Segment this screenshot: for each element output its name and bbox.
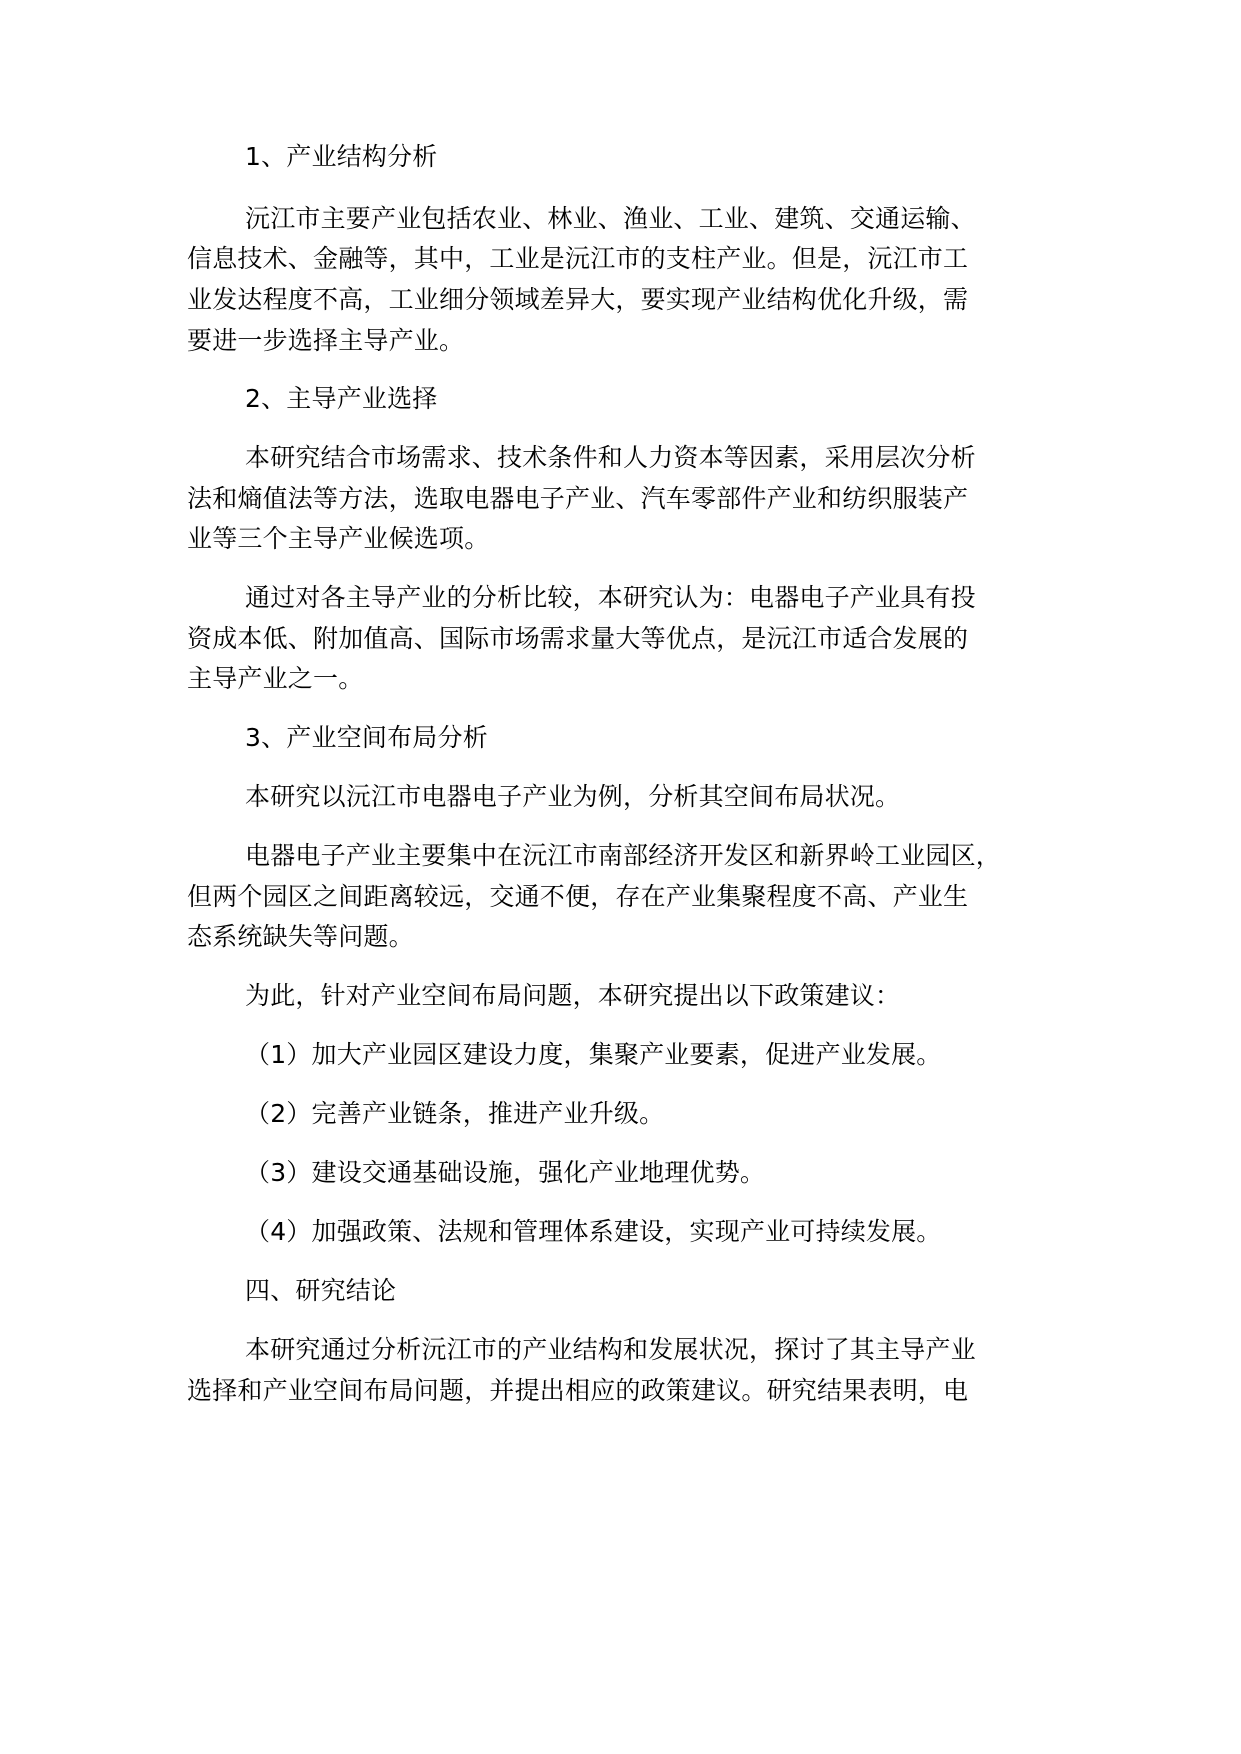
paragraph-line: 业发达程度不高，工业细分领域差异大，要实现产业结构优化升级，需 <box>187 285 969 314</box>
paragraph-line: 态系统缺失等问题。 <box>187 922 414 951</box>
section-heading-conclusion: 四、研究结论 <box>245 1276 397 1305</box>
paragraph-line: 但两个园区之间距离较远，交通不便，存在产业集聚程度不高、产业生 <box>187 882 969 911</box>
paragraph-line: 主导产业之一。 <box>187 664 364 693</box>
paragraph-line: 通过对各主导产业的分析比较，本研究认为：电器电子产业具有投 <box>245 583 976 612</box>
policy-item-4: （4）加强政策、法规和管理体系建设，实现产业可持续发展。 <box>245 1217 942 1246</box>
paragraph-line: 电器电子产业主要集中在沅江市南部经济开发区和新界岭工业园区， <box>245 841 1002 870</box>
paragraph-line: 本研究结合市场需求、技术条件和人力资本等因素，采用层次分析 <box>245 443 976 472</box>
section-heading-spatial-layout: 3、产业空间布局分析 <box>245 723 488 752</box>
paragraph-line: 要进一步选择主导产业。 <box>187 326 465 355</box>
section-heading-industry-structure: 1、产业结构分析 <box>245 142 438 171</box>
paragraph-line: 资成本低、附加值高、国际市场需求量大等优点，是沅江市适合发展的 <box>187 624 969 653</box>
paragraph-line: 本研究通过分析沅江市的产业结构和发展状况，探讨了其主导产业 <box>245 1335 976 1364</box>
paragraph-line: 本研究以沅江市电器电子产业为例，分析其空间布局状况。 <box>245 782 901 811</box>
policy-item-1: （1）加大产业园区建设力度，集聚产业要素，促进产业发展。 <box>245 1040 942 1069</box>
paragraph-line: 为此，针对产业空间布局问题，本研究提出以下政策建议： <box>245 981 901 1010</box>
paragraph-line: 沅江市主要产业包括农业、林业、渔业、工业、建筑、交通运输、 <box>245 204 976 233</box>
policy-item-3: （3）建设交通基础设施，强化产业地理优势。 <box>245 1158 766 1187</box>
paragraph-line: 信息技术、金融等，其中，工业是沅江市的支柱产业。但是，沅江市工 <box>187 244 969 273</box>
section-heading-leading-industry: 2、主导产业选择 <box>245 384 438 413</box>
paragraph-line: 业等三个主导产业候选项。 <box>187 524 490 553</box>
policy-item-2: （2）完善产业链条，推进产业升级。 <box>245 1099 665 1128</box>
paragraph-line: 法和熵值法等方法，选取电器电子产业、汽车零部件产业和纺织服装产 <box>187 484 969 513</box>
paragraph-line: 选择和产业空间布局问题，并提出相应的政策建议。研究结果表明，电 <box>187 1376 969 1405</box>
